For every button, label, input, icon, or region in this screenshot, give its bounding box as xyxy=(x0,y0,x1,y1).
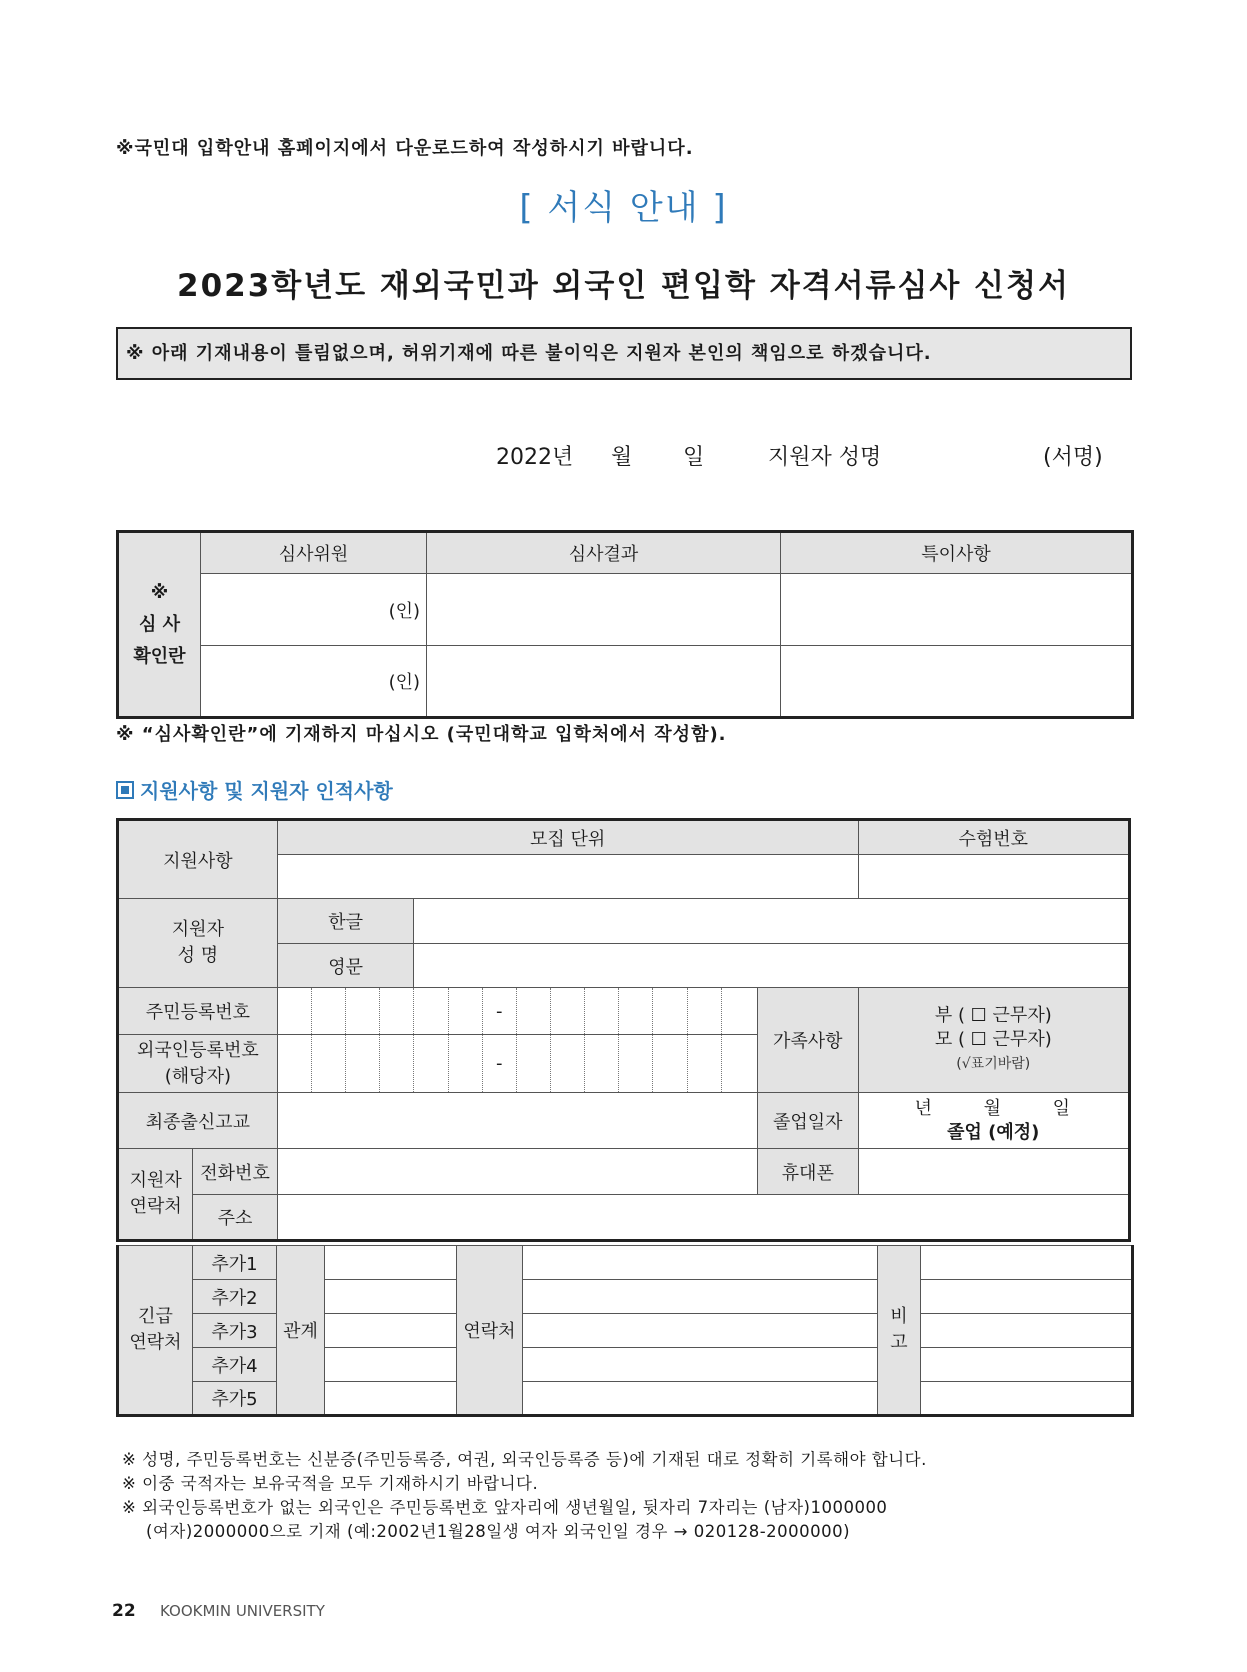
notes-cell-2 xyxy=(781,646,1133,718)
relation-input-5[interactable] xyxy=(325,1382,457,1416)
name-label xyxy=(118,899,278,988)
review-side-line2: 확인란 xyxy=(133,645,186,667)
exam-no-label: 수험번호 xyxy=(858,820,1129,855)
contact-input-1[interactable] xyxy=(523,1246,878,1280)
phone-label: 전화번호 xyxy=(193,1149,277,1195)
digit-cell[interactable] xyxy=(687,988,721,1035)
english-name-input[interactable] xyxy=(414,944,1130,988)
review-side-line1: 심 사 xyxy=(138,613,181,635)
english-label: 영문 xyxy=(277,944,414,988)
emergency-label-line1: 긴급 xyxy=(138,1306,173,1327)
remark-input-4[interactable] xyxy=(921,1348,1133,1382)
reviewer-seal-1: (인) xyxy=(201,574,427,646)
digit-cell[interactable] xyxy=(311,988,345,1035)
addition-4-label: 추가4 xyxy=(193,1348,277,1382)
digit-cell[interactable] xyxy=(687,1035,721,1093)
grad-month: 월 xyxy=(983,1097,1001,1119)
remark-input-3[interactable] xyxy=(921,1314,1133,1348)
school-label: 최종출신고교 xyxy=(118,1093,278,1149)
page-number: 22 xyxy=(112,1601,136,1621)
address-input[interactable] xyxy=(277,1195,1129,1241)
digit-cell[interactable] xyxy=(721,988,757,1035)
grad-date-ymd xyxy=(859,1097,1128,1121)
digit-cell[interactable] xyxy=(448,1035,482,1093)
digit-cell[interactable] xyxy=(277,988,311,1035)
grad-year: 년 xyxy=(914,1097,932,1119)
check-hint: (√표기바람) xyxy=(956,1056,1031,1072)
digit-cell[interactable] xyxy=(585,1035,619,1093)
dash-cell: - xyxy=(482,988,516,1035)
footnote-3: ※ 외국인등록번호가 없는 외국인은 주민등록번호 앞자리에 생년월일, 뒷자리 7자리는 (남자)1000000 xyxy=(122,1498,888,1517)
name-label-line1: 지원자 xyxy=(171,919,224,940)
col-notes: 특이사항 xyxy=(781,532,1133,574)
contact-input-4[interactable] xyxy=(523,1348,878,1382)
emergency-table xyxy=(116,1245,1134,1417)
school-input[interactable] xyxy=(277,1093,757,1149)
digit-cell[interactable] xyxy=(516,1035,550,1093)
emergency-label-line2: 연락처 xyxy=(129,1332,182,1353)
review-side-label xyxy=(118,532,201,718)
relation-input-1[interactable] xyxy=(325,1246,457,1280)
notes-cell-1 xyxy=(781,574,1133,646)
father-checkbox[interactable]: 부 ( ☐ 근무자) xyxy=(934,1005,1052,1026)
top-note: ※국민대 입학안내 홈페이지에서 다운로드하여 작성하시기 바랍니다. xyxy=(116,138,694,159)
page-title: 2023학년도 재외국민과 외국인 편입학 자격서류심사 신청서 xyxy=(177,268,1070,304)
applicant-table xyxy=(116,818,1131,1242)
form-guide-heading: [ 서식 안내 ] xyxy=(519,188,728,228)
date-day[interactable]: 일 xyxy=(683,445,705,470)
contact-input-2[interactable] xyxy=(523,1280,878,1314)
digit-cell[interactable] xyxy=(346,1035,380,1093)
remark-label-line1: 비 xyxy=(890,1306,908,1327)
review-mark: ※ xyxy=(150,581,169,603)
reviewer-seal-2: (인) xyxy=(201,646,427,718)
remark-label-line2: 고 xyxy=(890,1332,908,1353)
resident-label: 주민등록번호 xyxy=(118,988,278,1035)
digit-cell[interactable] xyxy=(380,988,414,1035)
relation-input-2[interactable] xyxy=(325,1280,457,1314)
relation-input-3[interactable] xyxy=(325,1314,457,1348)
dash-cell: - xyxy=(482,1035,516,1093)
foreign-label-line1: 외국인등록번호 xyxy=(137,1039,259,1061)
contact-label xyxy=(118,1149,193,1241)
applicant-name-label: 지원자 성명 xyxy=(768,445,882,470)
exam-no-input[interactable] xyxy=(858,855,1129,899)
digit-cell[interactable] xyxy=(516,988,550,1035)
col-reviewer: 심사위원 xyxy=(201,532,427,574)
addition-5-label: 추가5 xyxy=(193,1382,277,1416)
digit-cell[interactable] xyxy=(414,1035,448,1093)
relation-input-4[interactable] xyxy=(325,1348,457,1382)
remark-input-1[interactable] xyxy=(921,1246,1133,1280)
mobile-input[interactable] xyxy=(858,1149,1129,1195)
review-note: ※ “심사확인란”에 기재하지 마십시오 (국민대학교 입학처에서 작성함). xyxy=(116,724,727,745)
foreign-label-line2: (해당자) xyxy=(164,1065,231,1087)
family-cell xyxy=(858,988,1129,1093)
emergency-label xyxy=(118,1246,193,1416)
unit-input[interactable] xyxy=(277,855,858,899)
unit-label: 모집 단위 xyxy=(277,820,858,855)
korean-label: 한글 xyxy=(277,899,414,944)
footnote-4: (여자)2000000으로 기재 (예:2002년1월28일생 여자 외국인일 경우 → 020128-2000000) xyxy=(146,1522,851,1541)
contact-input-5[interactable] xyxy=(523,1382,878,1416)
digit-cell[interactable] xyxy=(448,988,482,1035)
digit-cell[interactable] xyxy=(619,988,653,1035)
phone-input[interactable] xyxy=(277,1149,757,1195)
footnote-2: ※ 이중 국적자는 보유국적을 모두 기재하시기 바랍니다. xyxy=(122,1474,539,1493)
grad-date-label: 졸업일자 xyxy=(757,1093,858,1149)
address-label: 주소 xyxy=(193,1195,277,1241)
family-label: 가족사항 xyxy=(757,988,858,1093)
grad-date-cell[interactable] xyxy=(858,1093,1129,1149)
digit-cell[interactable] xyxy=(653,1035,687,1093)
result-cell-1 xyxy=(427,574,781,646)
footer-university: KOOKMIN UNIVERSITY xyxy=(160,1602,325,1620)
square-bullet-icon xyxy=(116,781,134,799)
apply-label: 지원사항 xyxy=(118,820,278,899)
digit-cell[interactable] xyxy=(721,1035,757,1093)
remark-input-5[interactable] xyxy=(921,1382,1133,1416)
digit-cell[interactable] xyxy=(277,1035,311,1093)
remark-label xyxy=(878,1246,921,1416)
addition-1-label: 추가1 xyxy=(193,1246,277,1280)
warning-box: ※ 아래 기재내용이 틀림없으며, 허위기재에 따른 불이익은 지원자 본인의 책임으로 하겠습니다. xyxy=(116,327,1132,380)
section-title: 지원사항 및 지원자 인적사항 xyxy=(140,779,393,803)
digit-cell[interactable] xyxy=(551,1035,585,1093)
contact-label-line2: 연락처 xyxy=(129,1196,182,1217)
grad-day: 일 xyxy=(1052,1097,1070,1119)
digit-cell[interactable] xyxy=(414,988,448,1035)
digit-cell[interactable] xyxy=(585,988,619,1035)
digit-cell[interactable] xyxy=(619,1035,653,1093)
digit-cell[interactable] xyxy=(551,988,585,1035)
contact-input-3[interactable] xyxy=(523,1314,878,1348)
date-month[interactable]: 월 xyxy=(611,445,633,470)
digit-cell[interactable] xyxy=(380,1035,414,1093)
addition-2-label: 추가2 xyxy=(193,1280,277,1314)
contact-col-label: 연락처 xyxy=(457,1246,523,1416)
digit-cell[interactable] xyxy=(653,988,687,1035)
footnote-1: ※ 성명, 주민등록번호는 신분증(주민등록증, 여권, 외국인등록증 등)에 기재된 대로 정확히 기록해야 합니다. xyxy=(122,1450,927,1469)
foreign-label xyxy=(118,1035,278,1093)
mobile-label: 휴대폰 xyxy=(757,1149,858,1195)
grad-status: 졸업 (예정) xyxy=(947,1121,1040,1143)
remark-input-2[interactable] xyxy=(921,1280,1133,1314)
date-year: 2022년 xyxy=(496,445,574,470)
signature-label: (서명) xyxy=(1043,445,1103,470)
name-label-line2: 성 명 xyxy=(177,945,219,966)
relation-label: 관계 xyxy=(277,1246,325,1416)
result-cell-2 xyxy=(427,646,781,718)
section-heading xyxy=(116,775,393,804)
review-table xyxy=(116,530,1134,719)
digit-cell[interactable] xyxy=(346,988,380,1035)
col-result: 심사결과 xyxy=(427,532,781,574)
contact-label-line1: 지원자 xyxy=(129,1170,182,1191)
mother-checkbox[interactable]: 모 ( ☐ 근무자) xyxy=(934,1029,1052,1050)
addition-3-label: 추가3 xyxy=(193,1314,277,1348)
korean-name-input[interactable] xyxy=(414,899,1130,944)
digit-cell[interactable] xyxy=(311,1035,345,1093)
